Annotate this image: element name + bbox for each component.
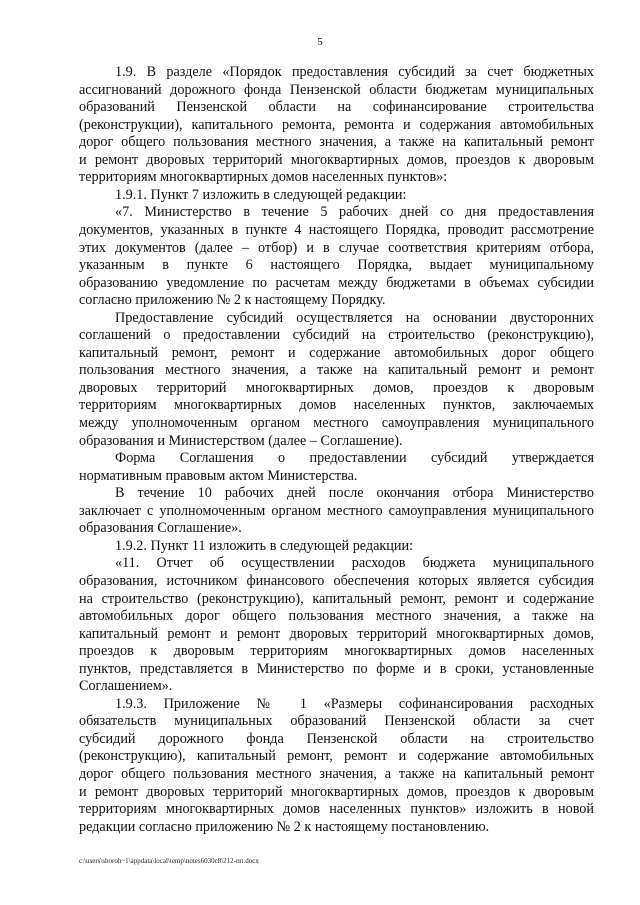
text-line: Соглашением». <box>79 678 173 695</box>
text-line: дворовых территорий многоквартирных домов, проездов к дворовым <box>79 379 594 396</box>
text-line: территориям многоквартирных домов населенных пунктов, заключаемых <box>79 397 594 414</box>
text-line: и ремонт дворовых территорий многоквартирных домов, проездов к дворовым <box>79 783 594 800</box>
text-line: проездов к дворовым территориям многоквартирных домов населенных <box>79 643 594 660</box>
text-line: В течение 10 рабочих дней после окончания отбора Министерство <box>115 485 594 502</box>
text-line: дорог общего пользования местного значения, а также на капитальный ремонт <box>79 134 594 151</box>
footer-file-path: c:\users\shoroh~1\appdata\local\temp\notes6030c8\212-пп.docx <box>79 857 259 865</box>
text-line: капитальный ремонт, ремонт и содержание автомобильных дорог общего <box>79 344 594 361</box>
text-line: ассигнований дорожного фонда Пензенской области бюджетам муниципальных <box>79 81 594 98</box>
text-line: редакции согласно приложению № 2 к настоящему постановлению. <box>79 818 490 835</box>
text-line: пользования местного значения, а также на капитальный ремонт и ремонт <box>79 362 594 379</box>
text-line: образования, источником финансового обеспечения которых является субсидия <box>79 572 594 589</box>
text-line: 1.9. В разделе «Порядок предоставления субсидий за счет бюджетных <box>115 64 594 80</box>
text-line: между уполномоченным органом местного самоуправления муниципального <box>79 415 594 431</box>
text-line: на строительство (реконструкцию), капитальный ремонт, ремонт и содержание <box>79 590 594 607</box>
text-line: территориям многоквартирных домов населенных пунктов»: <box>79 169 448 186</box>
text-line: «7. Министерство в течение 5 рабочих дней со дня предоставления <box>115 204 594 221</box>
text-line: субсидий дорожного фонда Пензенской области на строительство <box>79 730 594 747</box>
text-line: указанным в пункте 6 настоящего Порядка, выдает муниципальному <box>79 257 594 274</box>
text-line: этих документов (далее – отбор) и в случае соответствия критериям отбора, <box>79 239 594 256</box>
page-number: 5 <box>317 36 323 48</box>
text-line: пунктов, представляется в Министерство по форме и в сроки, установленные <box>79 660 594 677</box>
text-line: (реконструкцию), капитальный ремонт, ремонт и содержание автомобильных <box>79 748 594 765</box>
text-line: 1.9.2. Пункт 11 изложить в следующей редакции: <box>115 537 414 554</box>
text-line: и ремонт дворовых территорий многоквартирных домов, проездов к дворовым <box>79 151 594 168</box>
text-line: соглашений о предоставлении субсидий на строительство (реконструкцию), <box>79 327 594 344</box>
text-line: образованию уведомление по расчетам между бюджетами в объемах субсидии <box>79 274 594 291</box>
text-line: образований Пензенской области на софинансирование строительства <box>79 99 594 116</box>
text-line: 1.9.3. Приложение № 1 «Размеры софинансирования расходных <box>115 695 594 712</box>
text-line: образования и Министерством (далее – Соглашение). <box>79 432 403 449</box>
text-line: Предоставление субсидий осуществляется на основании двусторонних <box>115 309 594 326</box>
text-line: согласно приложению № 2 к настоящему Порядку. <box>79 292 386 309</box>
text-line: капитальный ремонт и ремонт дворовых территорий многоквартирных домов, <box>79 625 594 642</box>
text-line: документов, указанных в пункте 4 настоящего Порядка, проводит рассмотрение <box>79 221 594 238</box>
text-line: автомобильных дорог общего пользования местного значения, а также на <box>79 608 594 625</box>
text-line: 1.9.1. Пункт 7 изложить в следующей редакции: <box>115 186 407 203</box>
text-line: заключает с уполномоченным органом местного самоуправления муниципального <box>79 502 594 519</box>
text-line: обязательств муниципальных образований Пензенской области за счет <box>79 713 594 730</box>
text-line: дорог общего пользования местного значения, а также на капитальный ремонт <box>79 766 594 782</box>
text-line: «11. Отчет об осуществлении расходов бюджета муниципального <box>115 555 594 572</box>
text-line: территориям многоквартирных домов населенных пунктов» изложить в новой <box>79 801 594 818</box>
text-line: образования Соглашение». <box>79 520 242 537</box>
text-line: нормативным правовым актом Министерства. <box>79 467 358 484</box>
text-line: Форма Соглашения о предоставлении субсидий утверждается <box>115 450 594 467</box>
text-line: (реконструкции), капитального ремонта, ремонта и содержания автомобильных <box>79 116 594 133</box>
